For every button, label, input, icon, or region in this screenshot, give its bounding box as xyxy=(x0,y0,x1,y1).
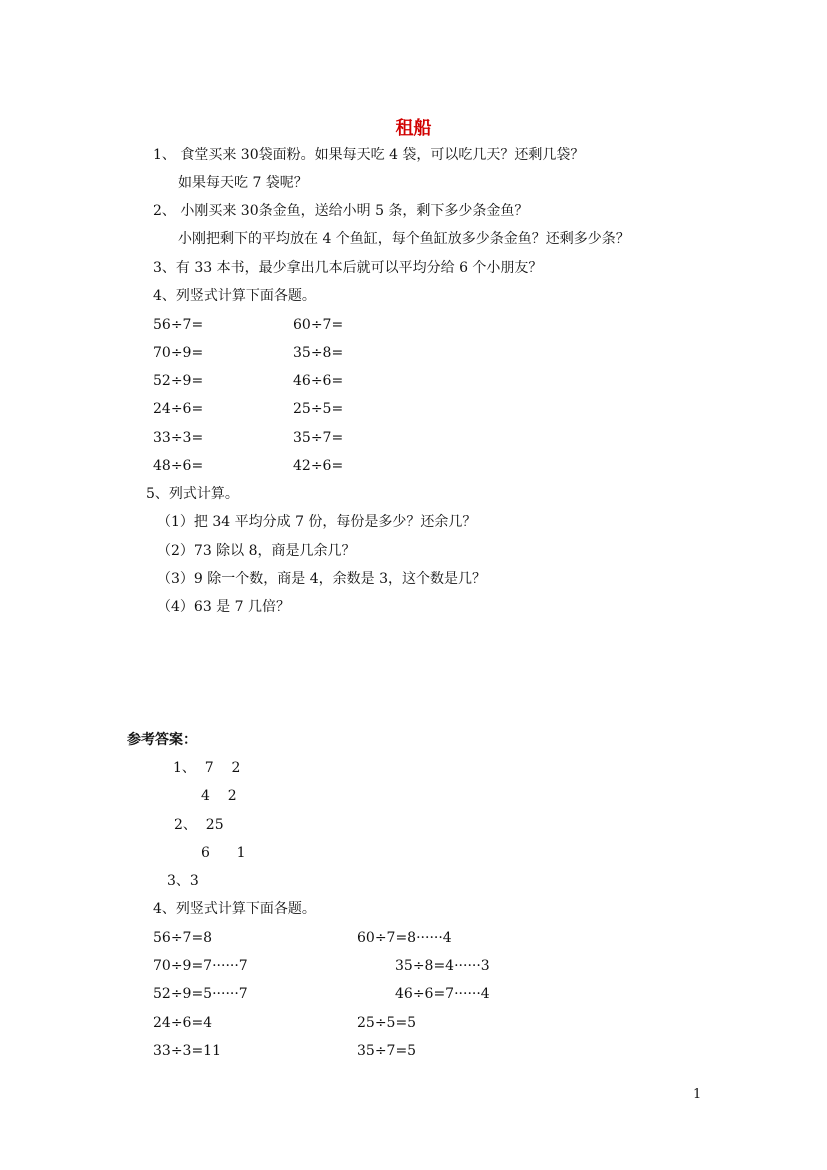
exercise-right-1: 60÷7= xyxy=(293,317,344,333)
answer-4-heading: 4、列竖式计算下面各题。 xyxy=(153,901,316,917)
exercise-left-4: 24÷6= xyxy=(153,401,204,417)
answer-2-line-2: 6 1 xyxy=(201,845,246,861)
question-5-item-2: （2）73 除以 8，商是几余几？ xyxy=(157,543,356,559)
question-3: 3、有 33 本书，最少拿出几本后就可以平均分给 6 个小朋友？ xyxy=(153,260,543,276)
exercise-right-6: 42÷6= xyxy=(293,458,344,474)
page-number: 1 xyxy=(693,1087,702,1102)
question-2-line-1: 2、 小刚买来 30条金鱼，送给小明 5 条，剩下多少条金鱼？ xyxy=(153,203,529,219)
exercise-right-4: 25÷5= xyxy=(293,401,344,417)
answer-right-4: 25÷5=5 xyxy=(357,1015,417,1031)
exercise-right-5: 35÷7= xyxy=(293,430,344,446)
exercise-right-2: 35÷8= xyxy=(293,345,344,361)
answer-right-2: 35÷8=4······3 xyxy=(395,958,490,974)
answer-left-3: 52÷9=5······7 xyxy=(153,986,248,1002)
answer-left-2: 70÷9=7······7 xyxy=(153,958,248,974)
question-5-item-4: （4）63 是 7 几倍？ xyxy=(157,599,290,615)
exercise-left-2: 70÷9= xyxy=(153,345,204,361)
answer-right-1: 60÷7=8······4 xyxy=(357,930,452,946)
exercise-left-6: 48÷6= xyxy=(153,458,204,474)
answer-3: 3、3 xyxy=(167,873,199,889)
exercise-left-5: 33÷3= xyxy=(153,430,204,446)
question-5-item-1: （1）把 34 平均分成 7 份，每份是多少？还余几？ xyxy=(157,514,477,530)
exercise-left-1: 56÷7= xyxy=(153,317,204,333)
question-4-heading: 4、列竖式计算下面各题。 xyxy=(153,288,316,304)
answer-left-4: 24÷6=4 xyxy=(153,1015,213,1031)
question-1-line-1: 1、 食堂买来 30袋面粉。如果每天吃 4 袋，可以吃几天？还剩几袋？ xyxy=(153,147,585,163)
answer-right-3: 46÷6=7······4 xyxy=(395,986,490,1002)
question-5-item-3: （3）9 除一个数，商是 4，余数是 3，这个数是几？ xyxy=(157,571,486,587)
exercise-right-3: 46÷6= xyxy=(293,373,344,389)
page-title: 租船 xyxy=(395,118,432,139)
question-2-line-2: 小刚把剩下的平均放在 4 个鱼缸，每个鱼缸放多少条金鱼？还剩多少条？ xyxy=(178,231,630,247)
answer-right-5: 35÷7=5 xyxy=(357,1043,417,1059)
answer-1-line-1: 1、 7 2 xyxy=(173,760,241,776)
answer-2-line-1: 2、 25 xyxy=(174,817,224,833)
answer-1-line-2: 4 2 xyxy=(201,788,237,804)
answer-left-1: 56÷7=8 xyxy=(153,930,213,946)
exercise-left-3: 52÷9= xyxy=(153,373,204,389)
answers-heading: 参考答案： xyxy=(127,732,197,748)
question-1-line-2: 如果每天吃 7 袋呢？ xyxy=(178,175,308,191)
answer-left-5: 33÷3=11 xyxy=(153,1043,221,1059)
question-5-heading: 5、列式计算。 xyxy=(146,486,239,502)
